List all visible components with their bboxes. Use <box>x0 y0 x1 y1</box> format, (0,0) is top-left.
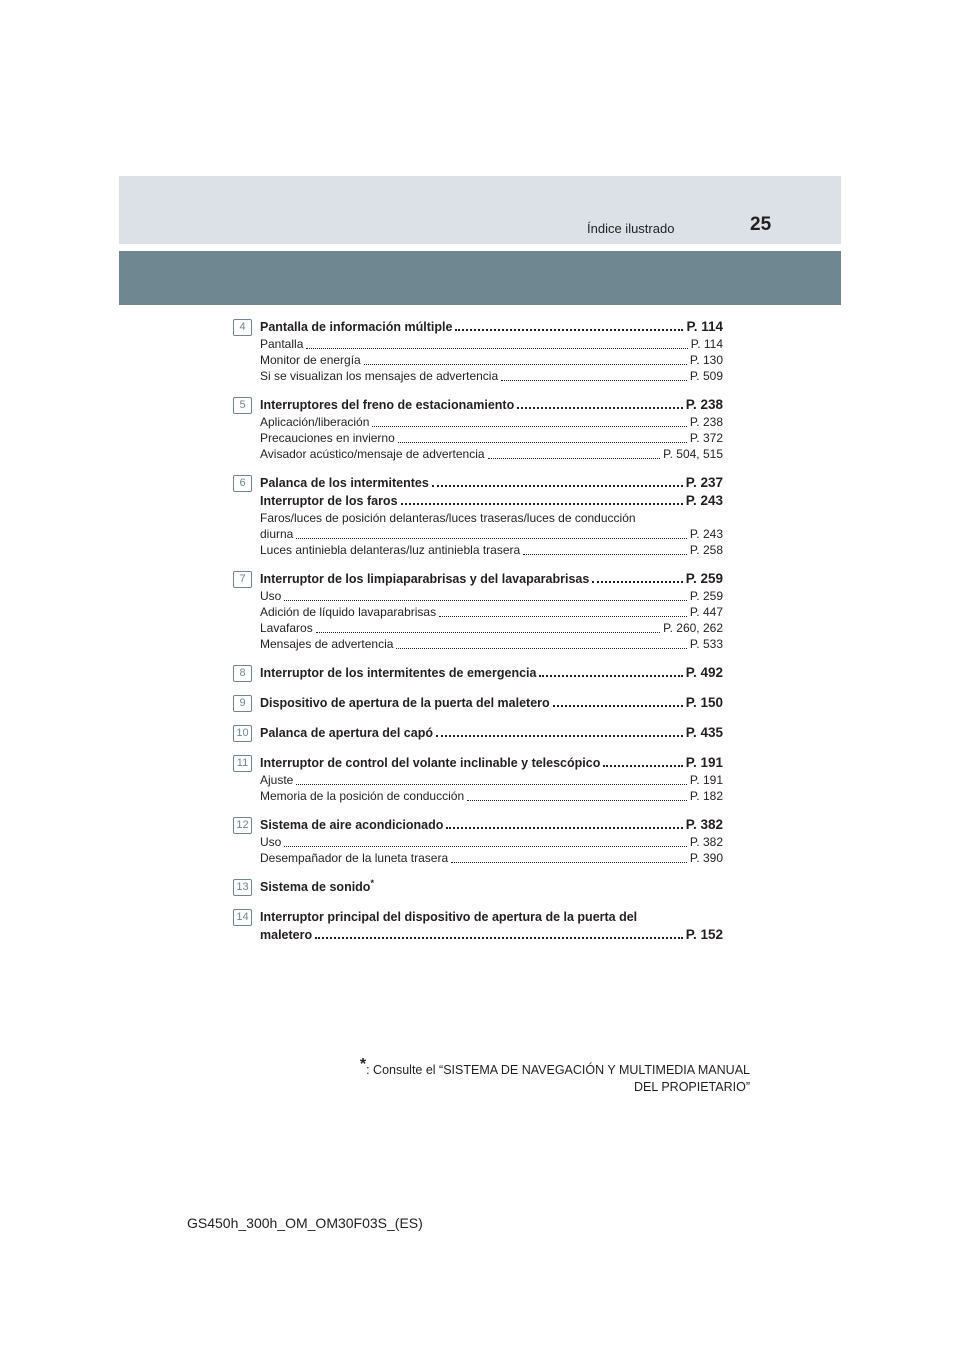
entry-title[interactable]: Palanca de apertura del capó <box>260 726 433 740</box>
entry-title[interactable]: Interruptor principal del dispositivo de apertura de la puerta del <box>260 910 638 924</box>
index-entry <box>233 754 723 804</box>
entry-title[interactable]: Interruptor de control del volante inclinable y telescópico <box>260 756 601 770</box>
footnote-marker: * <box>370 878 374 888</box>
sub-entry-text: diurna <box>260 527 294 541</box>
sub-entry-page-ref[interactable]: P. 114 <box>690 337 723 351</box>
sub-entry-text: Ajuste <box>260 773 294 787</box>
entry-number-badge: 4 <box>233 319 252 336</box>
sub-entry-text: Luces antiniebla delanteras/luz antiniebla trasera <box>260 543 521 557</box>
index-entry <box>233 318 723 384</box>
entry-title[interactable]: Palanca de los intermitentes <box>260 476 429 490</box>
header-band-light <box>119 176 841 244</box>
entry-page-ref[interactable]: P. 152 <box>685 927 723 942</box>
sub-entry-text: Desempañador de la luneta trasera <box>260 851 449 865</box>
entry-number-badge: 13 <box>233 879 252 896</box>
sub-entry-page-ref[interactable]: P. 260, 262 <box>663 621 723 635</box>
entry-title-secondary[interactable]: Interruptor de los faros <box>260 494 398 508</box>
entry-page-ref[interactable]: P. 191 <box>685 755 723 770</box>
entry-number-badge: 7 <box>233 571 252 588</box>
sub-entry-page-ref[interactable]: P. 243 <box>689 527 723 541</box>
index-entry <box>233 570 723 652</box>
sub-entry-text: Precauciones en invierno <box>260 431 395 445</box>
entry-number-badge: 9 <box>233 695 252 712</box>
index-entry <box>233 816 723 866</box>
index-entry <box>233 878 723 896</box>
page-number: 25 <box>750 214 772 235</box>
entry-title[interactable]: Dispositivo de apertura de la puerta del maletero <box>260 696 550 710</box>
sub-entry-text: Lavafaros <box>260 621 313 635</box>
entry-number-badge: 8 <box>233 665 252 682</box>
entry-number-badge: 14 <box>233 909 252 926</box>
entry-page-ref[interactable]: P. 382 <box>685 817 723 832</box>
sub-entry-page-ref[interactable]: P. 447 <box>689 605 723 619</box>
index-entry <box>233 474 723 558</box>
footnote <box>359 1055 750 1096</box>
sub-entry-page-ref[interactable]: P. 258 <box>689 543 723 557</box>
sub-entry-text: Si se visualizan los mensajes de advertencia <box>260 369 499 383</box>
document-code: GS450h_300h_OM_OM30F03S_(ES) <box>187 1215 423 1231</box>
header-band-dark <box>119 251 841 305</box>
sub-entry-page-ref[interactable]: P. 382 <box>689 835 723 849</box>
sub-entry-page-ref[interactable]: P. 130 <box>689 353 723 367</box>
entry-page-ref[interactable]: P. 238 <box>685 397 723 412</box>
sub-entry-page-ref[interactable]: P. 390 <box>689 851 723 865</box>
entry-title-continued[interactable]: maletero <box>260 928 313 942</box>
entry-title[interactable]: Pantalla de información múltiple <box>260 320 453 334</box>
footnote-marker: * <box>359 1055 367 1073</box>
sub-entry-text: Uso <box>260 589 282 603</box>
index-entries <box>233 318 723 944</box>
sub-entry-text: Pantalla <box>260 337 304 351</box>
section-title: Índice ilustrado <box>587 221 675 236</box>
entry-title[interactable]: Interruptor de los intermitentes de emergencia <box>260 666 537 680</box>
entry-number-badge: 5 <box>233 397 252 414</box>
sub-entry-text: Monitor de energía <box>260 353 361 367</box>
entry-title[interactable]: Sistema de aire acondicionado <box>260 818 444 832</box>
entry-number-badge: 12 <box>233 817 252 834</box>
entry-page-ref[interactable]: P. 114 <box>686 319 723 334</box>
sub-entry-text: Faros/luces de posición delanteras/luces traseras/luces de conducción <box>260 511 636 525</box>
index-entry <box>233 908 723 944</box>
entry-page-ref[interactable]: P. 435 <box>685 725 723 740</box>
sub-entry-page-ref[interactable]: P. 259 <box>689 589 723 603</box>
index-entry <box>233 664 723 682</box>
sub-entry-text: Memoria de la posición de conducción <box>260 789 465 803</box>
entry-page-ref[interactable]: P. 237 <box>685 475 723 490</box>
sub-entry-page-ref[interactable]: P. 504, 515 <box>663 447 723 461</box>
entry-page-ref-secondary[interactable]: P. 243 <box>685 493 723 508</box>
entry-page-ref[interactable]: P. 492 <box>685 665 723 680</box>
sub-entry-text: Uso <box>260 835 282 849</box>
sub-entry-page-ref[interactable]: P. 191 <box>689 773 723 787</box>
index-entry <box>233 694 723 712</box>
sub-entry-page-ref[interactable]: P. 238 <box>689 415 723 429</box>
sub-entry-page-ref[interactable]: P. 533 <box>689 637 723 651</box>
sub-entry-page-ref[interactable]: P. 509 <box>689 369 723 383</box>
entry-page-ref[interactable]: P. 150 <box>685 695 723 710</box>
sub-entry-page-ref[interactable]: P. 182 <box>689 789 723 803</box>
index-entry <box>233 396 723 462</box>
footnote-line-2: DEL PROPIETARIO” <box>634 1080 750 1094</box>
entry-title[interactable]: Interruptores del freno de estacionamiento <box>260 398 515 412</box>
sub-entry-text: Mensajes de advertencia <box>260 637 394 651</box>
entry-title[interactable]: Interruptor de los limpiaparabrisas y del lavaparabrisas <box>260 572 590 586</box>
footnote-line-1: : Consulte el “SISTEMA DE NAVEGACIÓN Y MULTIMEDIA MANUAL <box>366 1063 750 1077</box>
sub-entry-page-ref[interactable]: P. 372 <box>689 431 723 445</box>
entry-number-badge: 11 <box>233 755 252 772</box>
entry-page-ref[interactable]: P. 259 <box>685 571 723 586</box>
index-entry <box>233 724 723 742</box>
entry-title[interactable]: Sistema de sonido* <box>260 878 374 894</box>
entry-number-badge: 10 <box>233 725 252 742</box>
entry-number-badge: 6 <box>233 475 252 492</box>
sub-entry-text: Aplicación/liberación <box>260 415 370 429</box>
sub-entry-text: Avisador acústico/mensaje de advertencia <box>260 447 485 461</box>
sub-entry-text: Adición de líquido lavaparabrisas <box>260 605 437 619</box>
